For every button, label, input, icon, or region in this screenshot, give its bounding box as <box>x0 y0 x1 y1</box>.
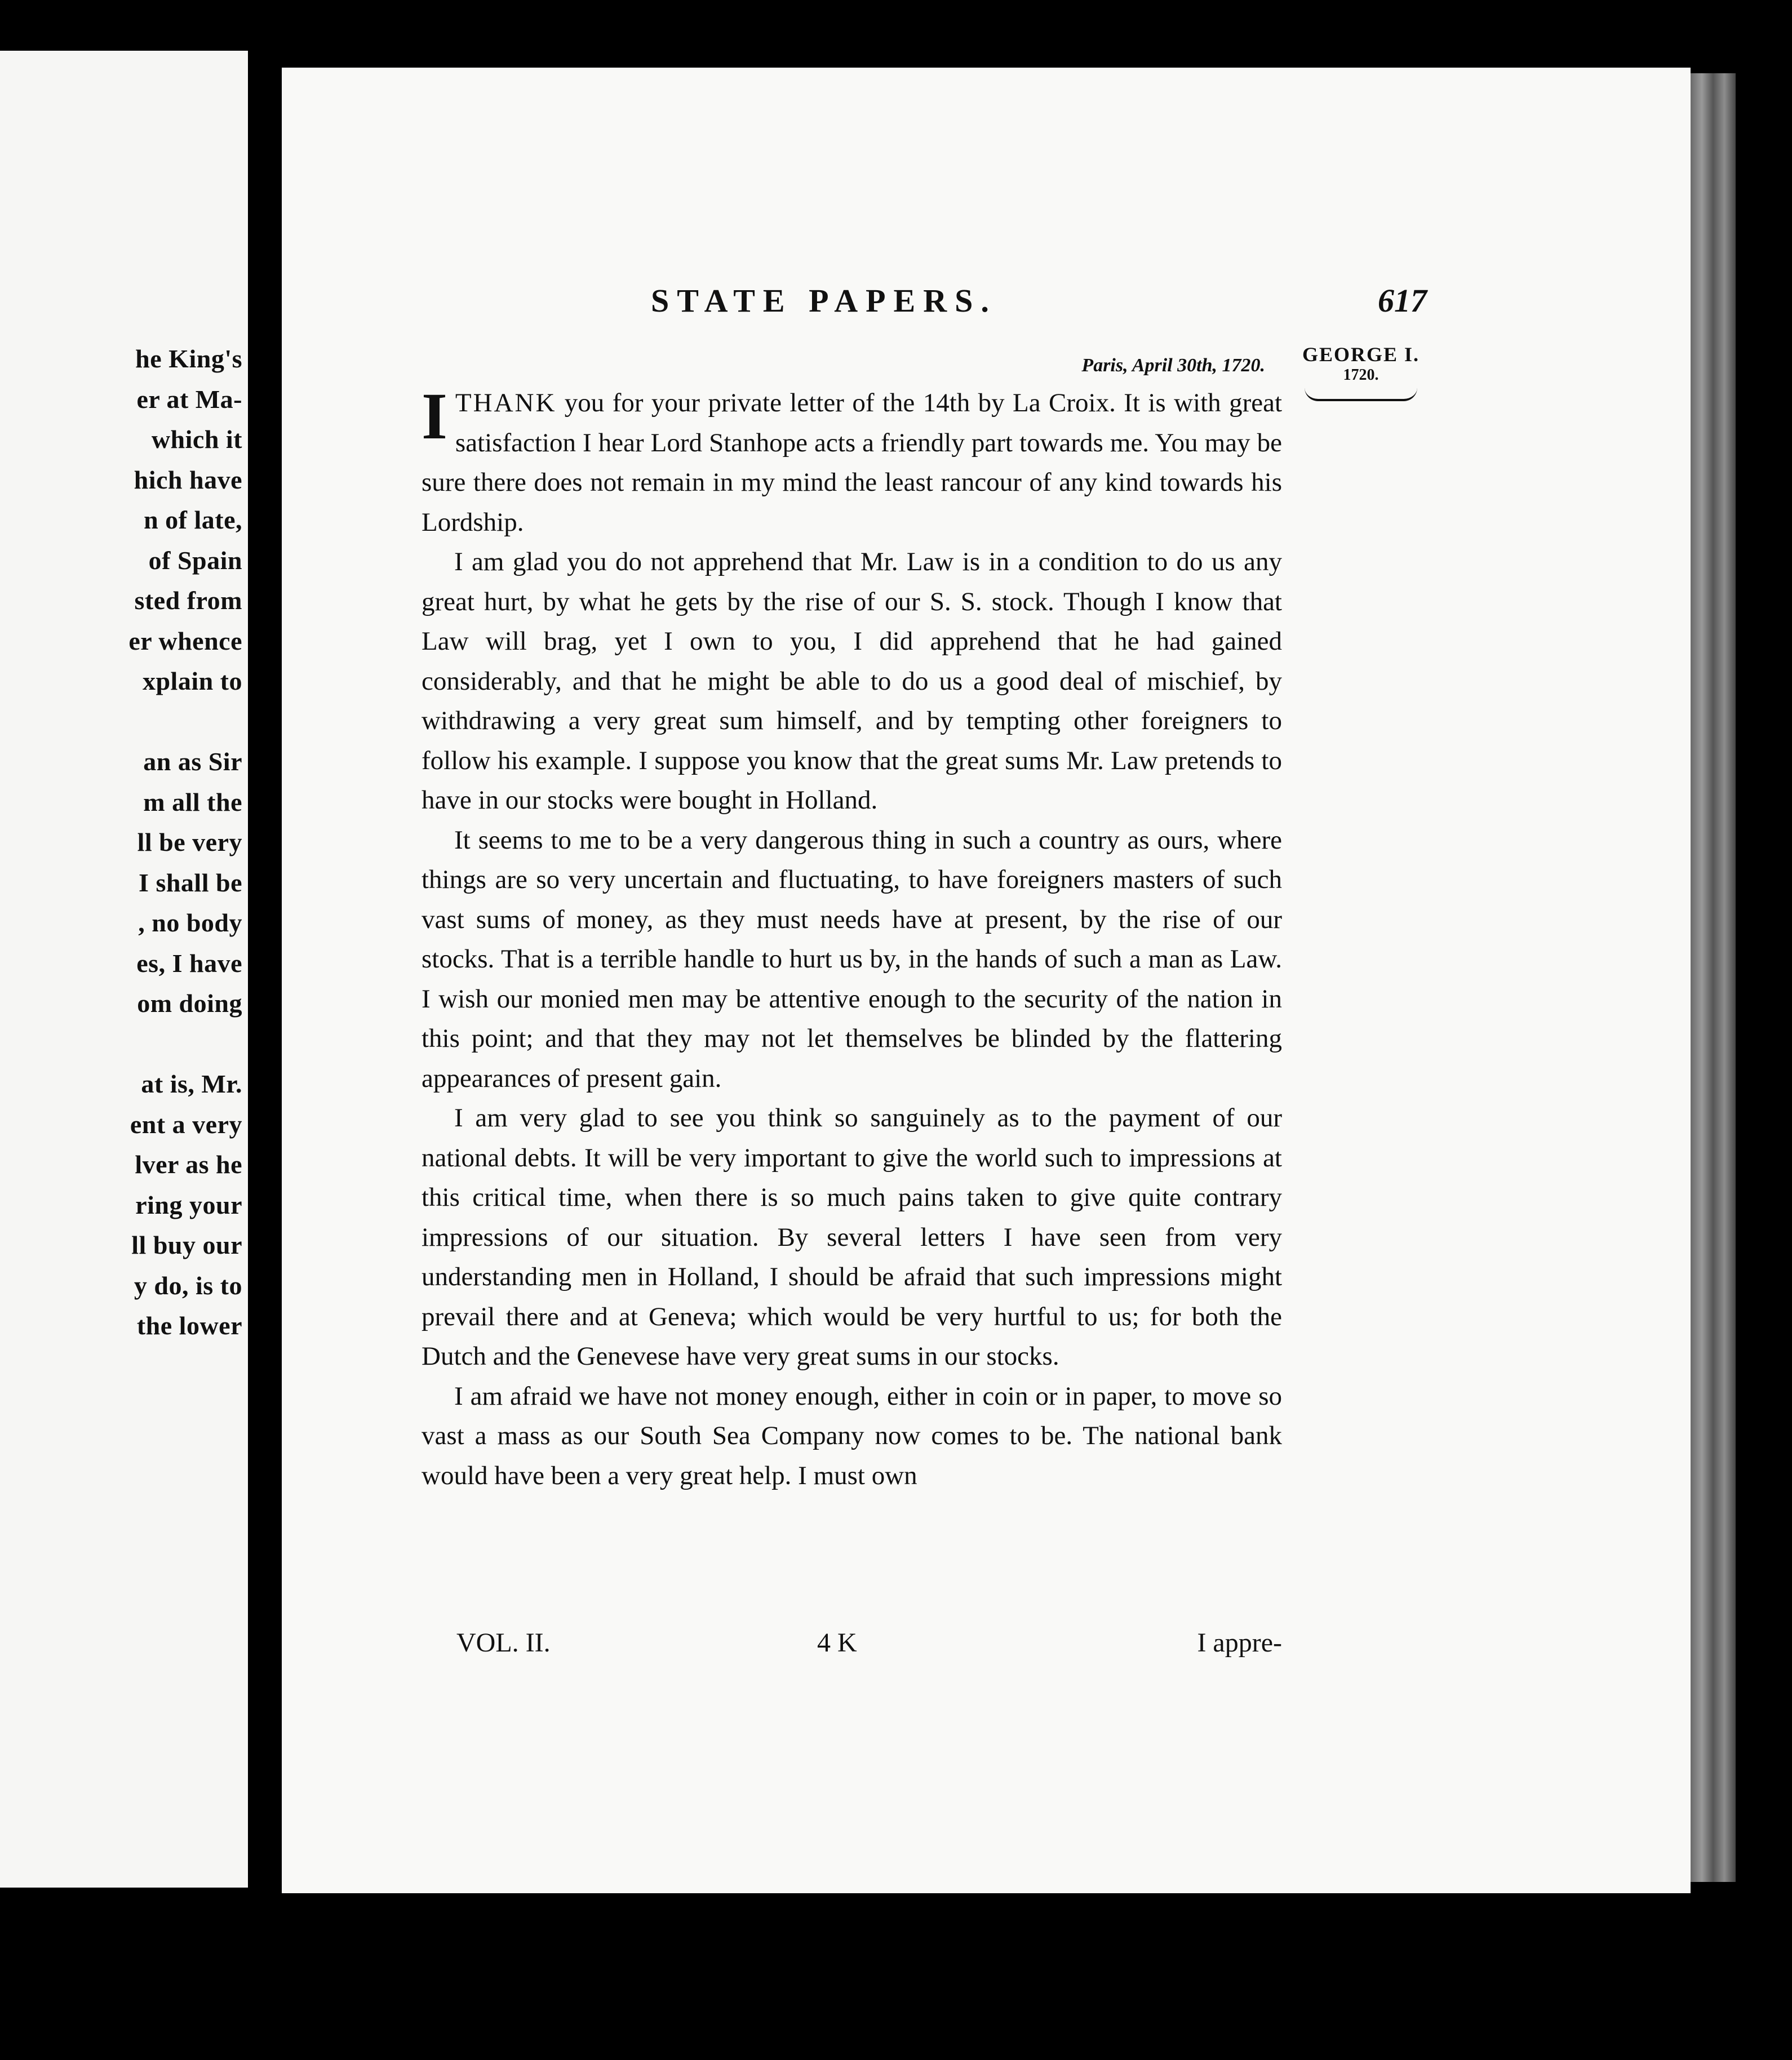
left-page-line: an as Sir <box>143 747 242 776</box>
paragraph: I am very glad to see you think so sanguinely as to the payment of our national debts. It will be very important to give the world such to impressions at this critical time, when there is so much pains taken to give quite contrary impressions of our situation. By several letters I have seen from very understanding men in Holland, I should be afraid that such impressions might prevail there and at Geneva; which would be very hurtful to us; for both the Dutch and the Genevese have very great sums in our stocks. <box>422 1103 1282 1371</box>
left-page-line: xplain to <box>142 667 242 695</box>
left-page-line: hich have <box>134 465 242 494</box>
left-page-line: which it <box>151 425 242 454</box>
page-edge <box>1691 73 1736 1882</box>
left-page-line: I shall be <box>139 868 242 897</box>
left-page-line: m all the <box>143 787 242 816</box>
left-page-line: om doing <box>137 989 242 1018</box>
left-page-line: lver as he <box>135 1150 242 1179</box>
margin-note-year: 1720. <box>1343 366 1379 384</box>
book-gutter <box>248 0 282 2060</box>
letter-dateline: Paris, April 30th, 1720. <box>1081 355 1265 376</box>
left-page-line: es, I have <box>136 948 242 978</box>
page-footer <box>456 1627 1282 1667</box>
signature-mark: 4 K <box>817 1628 857 1658</box>
paragraph: I am glad you do not apprehend that Mr. Law is in a condition to do us any great hurt, by what he gets by the rise of our S. S. stock. Though I know that Law will brag, yet I own to you, I did apprehend that he had gained considerably, and that he might be able to do us a good deal of mischief, by withdrawing a very great sum himself, and by tempting other foreigners to follow his example. I suppose you know that the great sums Mr. Law pretends to have in our stocks were bought in Holland. <box>422 547 1282 815</box>
margin-note <box>1293 343 1429 401</box>
left-page-line: ll be very <box>137 828 242 856</box>
drop-cap: I <box>422 379 447 453</box>
brace-ornament <box>1305 388 1417 401</box>
left-page-line: , no body <box>138 908 242 937</box>
page-number: 617 <box>1378 282 1427 319</box>
letter-body <box>422 379 1282 1495</box>
paragraph: I am afraid we have not money enough, either in coin or in paper, to move so vast a mass as our South Sea Company now comes to be. The national bank would have been a very great help. I must own <box>422 1381 1282 1490</box>
left-page-line: the lower <box>136 1311 242 1340</box>
left-page-line: at is, Mr. <box>141 1069 242 1098</box>
left-page-line: n of late, <box>144 505 242 534</box>
margin-note-title: GEORGE I. <box>1302 343 1420 366</box>
left-page-line: ll buy our <box>131 1231 242 1259</box>
first-word: THANK <box>455 388 557 418</box>
left-page-line: er at Ma- <box>136 384 242 414</box>
left-page-line: er whence <box>128 626 242 655</box>
paragraph <box>422 379 1282 542</box>
paragraph: It seems to me to be a very dangerous thing in such a country as ours, where things are so very uncertain and fluctuating, to have foreigners masters of such vast sums of money, as they must needs have at present, by the rise of our stocks. That is a terrible handle to hurt us by, in the hands of such a man as Law. I wish our monied men may be attentive enough to the security of the nation in this point; and that they may not let themselves be blinded by the flattering appearances of present gain. <box>422 825 1282 1093</box>
left-page-line: sted from <box>134 586 242 615</box>
left-page-line: ent a very <box>130 1109 242 1139</box>
running-title: STATE PAPERS. <box>651 282 997 319</box>
catchword: I appre- <box>1197 1628 1282 1658</box>
volume-label: VOL. II. <box>456 1628 551 1658</box>
left-page-line: he King's <box>135 344 242 373</box>
facing-page-left <box>0 51 248 1888</box>
paragraph-text: you for your private letter of the 14th by La Croix. It is with great satisfaction I hear Lord Stanhope acts a friendly part towards me. You may be sure there does not remain in my mind the least rancour of any kind towards his Lordship. <box>422 388 1282 537</box>
left-page-line: ring your <box>135 1190 242 1219</box>
left-page-line: of Spain <box>148 545 242 575</box>
left-page-line: y do, is to <box>134 1271 242 1300</box>
